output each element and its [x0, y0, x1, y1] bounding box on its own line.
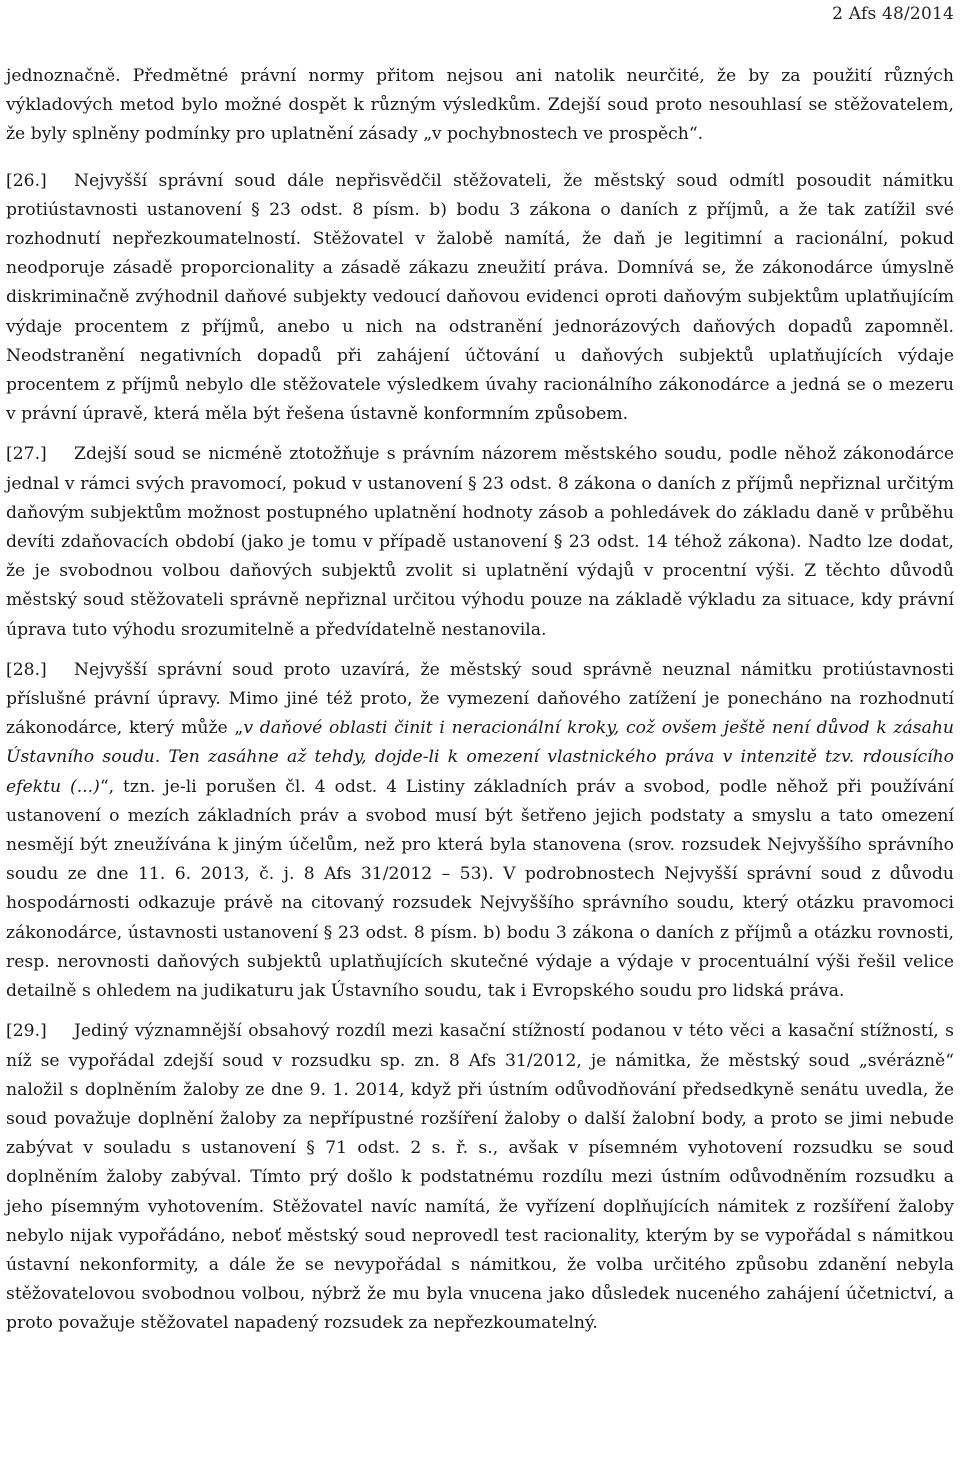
paragraph-29	[6, 1017, 954, 1338]
paragraph-number: [29.]	[6, 1021, 47, 1042]
paragraph-27	[6, 440, 954, 644]
paragraph-text: Nejvyšší správní soud proto uzavírá, že městský soud správně neuznal námitku protiústavnosti příslušné právní úpravy. Mimo jiné též proto, že vymezení daňového zatížení je ponecháno na rozhodnutí zákonodárce, který může „	[6, 659, 954, 739]
paragraph-number: [27.]	[6, 444, 47, 465]
case-reference-header: 2 Afs 48/2014	[832, 4, 954, 24]
paragraph-text: Nejvyšší správní soud dále nepřisvědčil stěžovateli, že městský soud odmítl posoudit námitku protiústavnosti ustanovení § 23 odst. 8 písm. b) bodu 3 zákona o daních z příjmů, a že tak zatížil své rozhodnutí nepřezkoumatelností. Stěžovatel v žalobě namítá, že daň je legitimní a racionální, pokud neodporuje zásadě proporcionality a zásadě zákazu zneužití práva. Domnívá se, že zákonodárce úmyslně diskriminačně zvýhodnil daňové subjekty vedoucí daňovou evidenci oproti daňovým subjektům uplatňujícím výdaje procentem z příjmů, anebo u nich na odstranění jednorázových daňových dopadů zapomněl. Neodstranění negativních dopadů při zahájení účtování u daňových subjektů uplatňujících výdaje procentem z příjmů nebylo dle stěžovatele výsledkem úvahy racionálního zákonodárce a jedná se o mezeru v právní úpravě, která měla být řešena ústavně konformním způsobem.	[6, 170, 954, 425]
paragraph-text: Jediný významnější obsahový rozdíl mezi kasační stížností podanou v této věci a kasační stížností, s níž se vypořádal zdejší soud v rozsudku sp. zn. 8 Afs 31/2012, je námitka, že městský soud „svérázně“ naložil s doplněním žaloby ze dne 9. 1. 2014, když při ústním odůvodňování předsedkyně senátu uvedla, že soud považuje doplnění žaloby za nepřípustné rozšíření žaloby o další žalobní body, a proto se jimi nebude zabývat v souladu s ustanovení § 71 odst. 2 s. ř. s., avšak v písemném vyhotovení rozsudku se soud doplněním žaloby zabýval. Tímto prý došlo k podstatnému rozdílu mezi ústním odůvodněním rozsudku a jeho písemným vyhotovením. Stěžovatel navíc namítá, že vyřízení doplňujících námitek z rozšíření žaloby nebylo nijak vypořádáno, neboť městský soud neprovedl test racionality, kterým by se vypořádal s námitkou ústavní nekonformity, a dále že se nevypořádal s námitkou, že volba určitého způsobu zdanění nebyla stěžovatelovou svobodnou volbou, nýbrž že mu byla vnucena jako důsledek nuceného zahájení účetnictví, a proto považuje stěžovatel napadený rozsudek za nepřezkoumatelný.	[6, 1021, 954, 1334]
italic-quotation: v daňové oblasti činit i neracionální kroky, což ovšem ještě není důvod k zásahu Ústavního soudu. Ten zasáhne až tehdy, dojde-li k omezení vlastnického práva v intenzitě tzv. rdousícího efektu (...)	[6, 718, 954, 797]
paragraph-text: Zdejší soud se nicméně ztotožňuje s právním názorem městského soudu, podle něhož zákonodárce jednal v rámci svých pravomocí, pokud v ustanovení § 23 odst. 8 zákona o daních z příjmů nepřiznal určitým daňovým subjektům možnost postupného uplatnění hodnoty zásob a pohledávek do základu daně v průběhu devíti zdaňovacích období (jako je tomu v případě ustanovení § 23 odst. 14 téhož zákona). Nadto lze dodat, že je svobodnou volbou daňových subjektů zvolit si uplatnění výdajů v procentní výši. Z těchto důvodů městský soud stěžovateli správně nepřiznal určitou výhodu pouze na základě výkladu za situace, kdy právní úprava tuto výhodu srozumitelně a předvídatelně nestanovila.	[6, 444, 954, 640]
document-body	[6, 62, 954, 1350]
paragraph-number: [26.]	[6, 170, 47, 191]
paragraph-26	[6, 167, 954, 430]
paragraph-text: jednoznačně. Předmětné právní normy přitom nejsou ani natolik neurčité, že by za použití různých výkladových metod bylo možné dospět k různým výsledkům. Zdejší soud proto nesouhlasí se stěžovatelem, že byly splněny podmínky pro uplatnění zásady „v pochybnostech ve prospěch“.	[6, 66, 954, 145]
paragraph-continuation	[6, 62, 954, 150]
paragraph-number: [28.]	[6, 659, 47, 680]
paragraph-text: “, tzn. je-li porušen čl. 4 odst. 4 Listiny základních práv a svobod, podle něhož při používání ustanovení o mezích základních práv a svobod musí být šetřeno jejich podstaty a smyslu a tato omezení nesmějí být zneužívána k jiným účelům, než pro která byla stanovena (srov. rozsudek Nejvyššího správního soudu ze dne 11. 6. 2013, č. j. 8 Afs 31/2012 – 53). V podrobnostech Nejvyšší správní soud z důvodu hospodárnosti odkazuje právě na citovaný rozsudek Nejvyššího správního soudu, který otázku pravomoci zákonodárce, ústavnosti ustanovení § 23 odst. 8 písm. b) bodu 3 zákona o daních z příjmů a otázku rovnosti, resp. nerovnosti daňových subjektů uplatňujících skutečné výdaje a výdaje v procentuální výši řešil velice detailně s ohledem na judikaturu jak Ústavního soudu, tak i Evropského soudu pro lidská práva.	[6, 776, 954, 1002]
paragraph-28	[6, 656, 954, 1006]
